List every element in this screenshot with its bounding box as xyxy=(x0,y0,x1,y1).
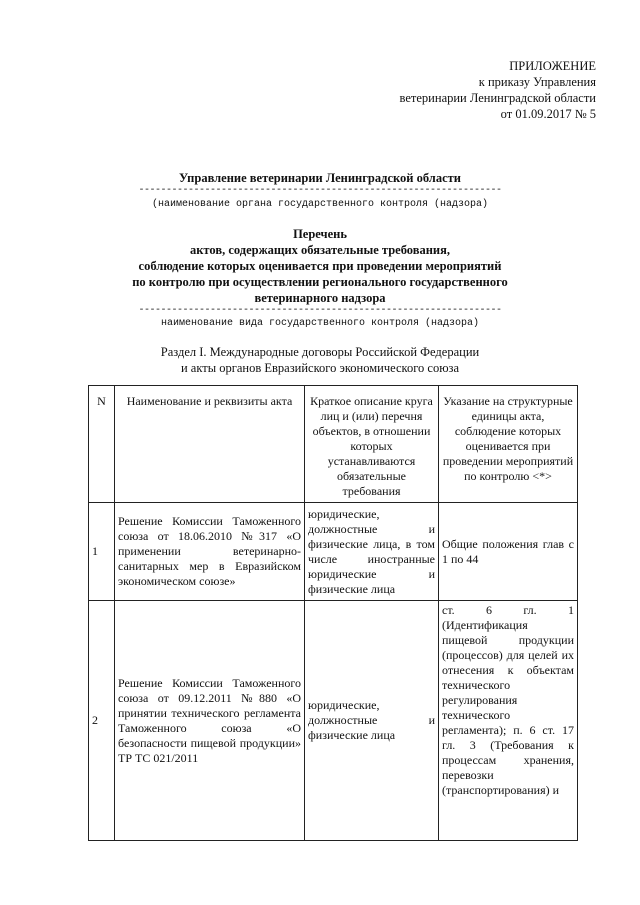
appendix-header xyxy=(400,58,596,122)
row-structural-units: ст. 6 гл. 1 (Идентификация пищевой продукции (процессов) для целей их отнесения к объектам технического регулирования технического регламента); п. 6 ст. 17 гл. 3 (Требования к процессам хранения, перевозки (транспортирования) и xyxy=(439,601,578,841)
section-heading-line: и акты органов Евразийского экономического союза xyxy=(180,361,460,375)
list-title-line: соблюдение которых оценивается при проведении мероприятий xyxy=(138,259,502,273)
row-number: 1 xyxy=(89,503,115,601)
section-heading xyxy=(0,344,640,376)
row-scope: юридические, должностные и физические лица, в том числе иностранные юридические и физические лица xyxy=(305,503,439,601)
acts-table xyxy=(88,385,578,841)
header-structural-units: Указание на структурные единицы акта, соблюдение которых оценивается при проведении мероприятий по контролю <*> xyxy=(439,386,578,503)
appendix-order-ref: к приказу Управления xyxy=(478,75,596,89)
list-title-line: Перечень xyxy=(293,227,347,241)
appendix-date-number: от 01.09.2017 № 5 xyxy=(500,107,596,121)
header-act-name: Наименование и реквизиты акта xyxy=(115,386,305,503)
row-structural-units: Общие положения глав с 1 по 44 xyxy=(439,503,578,601)
appendix-authority: ветеринарии Ленинградской области xyxy=(399,91,596,105)
header-scope: Краткое описание круга лиц и (или) перечня объектов, в отношении которых устанавливаются обязательные требования xyxy=(305,386,439,503)
section-heading-line: Раздел I. Международные договоры Российской Федерации xyxy=(160,345,480,359)
table-row xyxy=(89,503,578,601)
row-act-name: Решение Комиссии Таможенного союза от 09.12.2011 №880 «О принятии технического регламента Таможенного союза «О безопасности пищевой продукции» ТР ТС 021/2011 xyxy=(115,601,305,841)
table-row xyxy=(89,601,578,841)
appendix-title: ПРИЛОЖЕНИЕ xyxy=(509,59,596,73)
control-type-underline: ------------------------------------------------------------------ xyxy=(138,305,502,316)
authority-caption: (наименование органа государственного контроля (надзора) xyxy=(151,199,489,210)
authority-underline: ------------------------------------------------------------------ xyxy=(138,185,502,196)
row-scope: юридические, должностные и физические лица xyxy=(305,601,439,841)
list-title-line: по контролю при осуществлении регионального государственного xyxy=(132,275,508,289)
authority-name: Управление ветеринарии Ленинградской области xyxy=(179,171,461,185)
header-number: N xyxy=(89,386,115,503)
control-type-caption: наименование вида государственного контроля (надзора) xyxy=(160,318,480,329)
table-header-row xyxy=(89,386,578,503)
row-number: 2 xyxy=(89,601,115,841)
list-title xyxy=(0,226,640,306)
list-title-line: актов, содержащих обязательные требования, xyxy=(189,243,451,257)
list-title-line: ветеринарного надзора xyxy=(254,291,386,305)
row-act-name: Решение Комиссии Таможенного союза от 18.06.2010 №317 «О применении ветеринарно-санитарных мер в Евразийском экономическом союзе» xyxy=(115,503,305,601)
